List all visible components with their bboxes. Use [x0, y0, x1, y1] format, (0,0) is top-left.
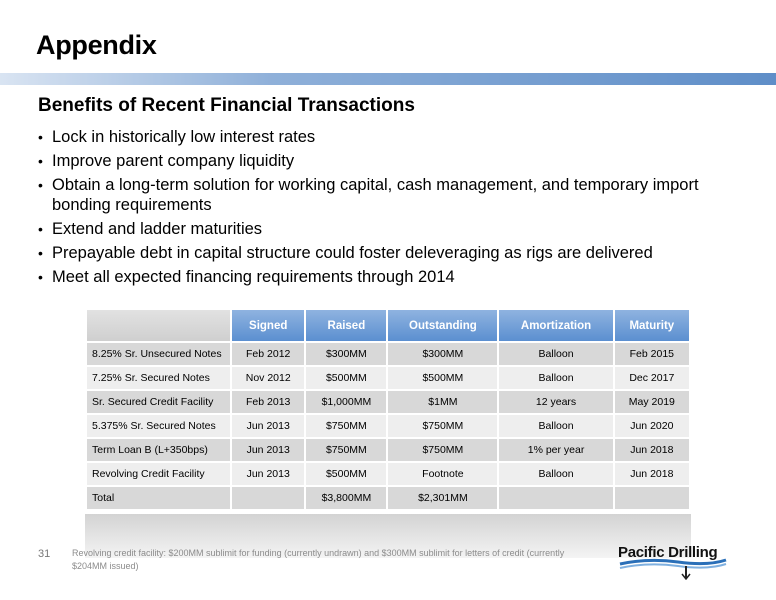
instrument-name: Term Loan B (L+350bps): [87, 439, 230, 461]
instrument-name: Sr. Secured Credit Facility: [87, 391, 230, 413]
maturity-cell: Dec 2017: [615, 367, 689, 389]
bullet-item: • Prepayable debt in capital structure could foster deleveraging as rigs are delivered: [38, 244, 653, 262]
maturity-cell: [615, 487, 689, 509]
raised-cell: $500MM: [306, 367, 386, 389]
outstanding-cell: $500MM: [388, 367, 497, 389]
amortization-cell: 12 years: [499, 391, 612, 413]
raised-cell: $750MM: [306, 415, 386, 437]
bullet-dot-icon: •: [38, 221, 43, 237]
header-raised: Raised: [306, 310, 386, 341]
header-amortization: Amortization: [499, 310, 612, 341]
company-logo: [618, 540, 728, 580]
table-row: [87, 343, 689, 365]
amortization-cell: Balloon: [499, 415, 612, 437]
table-row: [87, 367, 689, 389]
bullet-item: • Lock in historically low interest rates: [38, 128, 316, 146]
signed-cell: Jun 2013: [232, 463, 304, 485]
table-row: [87, 415, 689, 437]
benefits-list: [38, 127, 728, 291]
title-accent-bar: [0, 73, 776, 85]
outstanding-cell: $750MM: [388, 415, 497, 437]
raised-cell: $3,800MM: [306, 487, 386, 509]
header-blank: [87, 310, 230, 341]
signed-cell: [232, 487, 304, 509]
amortization-cell: [499, 487, 612, 509]
raised-cell: $300MM: [306, 343, 386, 365]
bullet-dot-icon: •: [38, 177, 43, 193]
header-signed: Signed: [232, 310, 304, 341]
maturity-cell: Jun 2018: [615, 439, 689, 461]
amortization-cell: Balloon: [499, 343, 612, 365]
raised-cell: $500MM: [306, 463, 386, 485]
maturity-cell: Jun 2020: [615, 415, 689, 437]
maturity-cell: Feb 2015: [615, 343, 689, 365]
table-header-row: [87, 310, 689, 341]
section-subtitle: Benefits of Recent Financial Transactions: [38, 95, 415, 116]
header-outstanding: Outstanding: [388, 310, 497, 341]
outstanding-cell: $1MM: [388, 391, 497, 413]
outstanding-cell: Footnote: [388, 463, 497, 485]
bullet-item: • Obtain a long-term solution for working capital, cash management, and temporary import bonding requirements: [38, 176, 699, 214]
instrument-name: 8.25% Sr. Unsecured Notes: [87, 343, 230, 365]
drill-bit-icon: [618, 540, 728, 580]
bullet-item: • Extend and ladder maturities: [38, 220, 263, 238]
amortization-cell: Balloon: [499, 463, 612, 485]
slide-number: 31: [38, 548, 51, 560]
table-row: [87, 439, 689, 461]
outstanding-cell: $300MM: [388, 343, 497, 365]
instrument-name: Total: [87, 487, 230, 509]
table-row: [87, 463, 689, 485]
header-maturity: Maturity: [615, 310, 689, 341]
page-title: Appendix: [36, 30, 157, 60]
bullet-item: • Improve parent company liquidity: [38, 152, 295, 170]
signed-cell: Feb 2013: [232, 391, 304, 413]
table-total-row: [87, 487, 689, 509]
bullet-dot-icon: •: [38, 245, 43, 261]
amortization-cell: Balloon: [499, 367, 612, 389]
signed-cell: Jun 2013: [232, 439, 304, 461]
outstanding-cell: $750MM: [388, 439, 497, 461]
footnote: Revolving credit facility: $200MM sublimit for funding (currently undrawn) and $300MM sublimit for letters of credit (currently $204MM issued): [72, 548, 565, 571]
logo-text: Pacific Drilling: [618, 544, 718, 561]
raised-cell: $750MM: [306, 439, 386, 461]
financing-table-container: [85, 308, 691, 511]
signed-cell: Feb 2012: [232, 343, 304, 365]
amortization-cell: 1% per year: [499, 439, 612, 461]
financing-table: [85, 308, 691, 511]
instrument-name: 7.25% Sr. Secured Notes: [87, 367, 230, 389]
instrument-name: Revolving Credit Facility: [87, 463, 230, 485]
signed-cell: Jun 2013: [232, 415, 304, 437]
signed-cell: Nov 2012: [232, 367, 304, 389]
raised-cell: $1,000MM: [306, 391, 386, 413]
bullet-dot-icon: •: [38, 269, 43, 285]
outstanding-cell: $2,301MM: [388, 487, 497, 509]
maturity-cell: Jun 2018: [615, 463, 689, 485]
table-row: [87, 391, 689, 413]
bullet-dot-icon: •: [38, 153, 43, 169]
bullet-dot-icon: •: [38, 129, 43, 145]
maturity-cell: May 2019: [615, 391, 689, 413]
bullet-item: • Meet all expected financing requirements through 2014: [38, 268, 455, 286]
instrument-name: 5.375% Sr. Secured Notes: [87, 415, 230, 437]
